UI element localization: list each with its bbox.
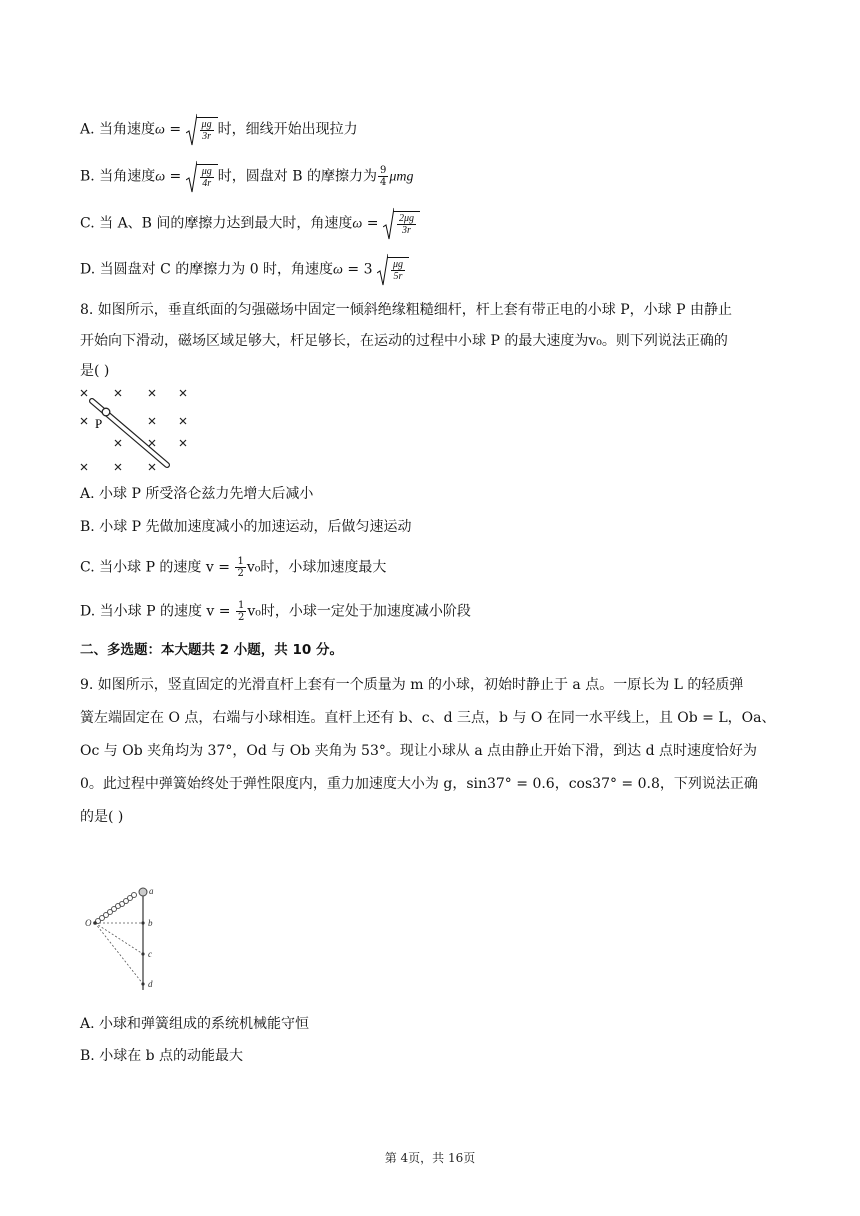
radical-sign <box>186 160 197 194</box>
page-footer: 第 4页，共 16页 <box>384 1151 476 1165</box>
point-d <box>141 982 144 985</box>
q7-option-b: B. 当角速度ω = $\frac{\mu g}{4r}$ 时，圆盘对 B 的摩擦力为 $\frac{9}{4}$ μmg <box>80 164 413 189</box>
q9-spring-rod-figure <box>82 880 162 992</box>
omega-symbol: ω <box>155 169 166 185</box>
q9-option-b: B. 小球在 b 点的动能最大 <box>80 1048 244 1064</box>
q7-d-coef: 3 <box>363 261 373 278</box>
frac-num: μg <box>392 259 403 270</box>
ball <box>139 888 147 896</box>
q7-b-mid: 时，圆盘对 B 的摩擦力为 <box>217 168 377 185</box>
radical-sign <box>377 253 388 287</box>
q7-d-text: D. 当圆盘对 C 的摩擦力为 0 时，角速度 <box>80 261 334 278</box>
label-p: P <box>95 416 103 431</box>
q7-b-sqrt <box>186 164 218 189</box>
omega-symbol: ω <box>352 216 363 232</box>
q8-d-post: v₀时，小球一定处于加速度减小阶段 <box>247 603 471 620</box>
q7-a-sqrt <box>186 117 218 142</box>
frac-den: 4r <box>202 178 212 189</box>
q8-d-text: D. 当小球 P 的速度 v = <box>80 603 231 620</box>
q9-stem-line3: Oc 与 Ob 夹角均为 37°，Od 与 Ob 夹角为 53°。现让小球从 a 点由静止开始下滑，到达 d 点时速度恰好为 <box>80 743 757 759</box>
frac-num: μg <box>201 119 212 130</box>
q8-magnetic-field-figure <box>74 385 194 477</box>
q9-stem-line2: 簧左端固定在 O 点，右端与小球相连。直杆上还有 b、c、d 三点，b 与 O 在同一水平线上，且 Ob = L，Oa、 <box>80 710 776 726</box>
frac-num: 2μg <box>398 213 414 224</box>
frac-num: 9 <box>379 165 387 176</box>
q7-c-text: C. 当 A、B 间的摩擦力达到最大时，角速度 <box>80 215 353 232</box>
q7-option-d: D. 当圆盘对 C 的摩擦力为 0 时，角速度ω = 3 $\frac{\mu g}{5r}$ <box>80 257 409 282</box>
q7-option-c: C. 当 A、B 间的摩擦力达到最大时，角速度ω = $\frac{2\mu g}{3r}$ <box>80 211 420 236</box>
q8-c-text: C. 当小球 P 的速度 v = <box>80 559 230 576</box>
frac-num: 1 <box>237 600 245 611</box>
q9-option-a: A. 小球和弹簧组成的系统机械能守恒 <box>80 1016 310 1032</box>
label-d: d <box>148 979 153 989</box>
frac-den: 3r <box>402 225 411 236</box>
frac-den: 4 <box>379 177 387 188</box>
label-a: a <box>149 886 154 896</box>
point-c <box>141 952 144 955</box>
omega-symbol: ω <box>155 122 165 138</box>
q9-stem-line1: 9. 如图所示，竖直固定的光滑直杆上套有一个质量为 m 的小球，初始时静止于 a 点。一原长为 L 的轻质弹 <box>80 677 744 693</box>
point-b <box>141 921 144 924</box>
q7-c-sqrt <box>383 211 420 236</box>
q8-stem-line1: 8. 如图所示，垂直纸面的匀强磁场中固定一倾斜绝缘粗糙细杆，杆上套有带正电的小球 P，小球 P 由静止 <box>80 302 732 318</box>
radical-sign <box>383 207 394 241</box>
q9-stem-line5: 的是( ) <box>80 809 124 825</box>
frac-den: 2 <box>237 612 245 623</box>
q7-b-text: B. 当角速度 <box>80 168 156 185</box>
q7-a-post: 时，细线开始出现拉力 <box>217 121 358 138</box>
omega-symbol: ω <box>333 262 343 278</box>
q8-c-frac <box>235 556 245 579</box>
q8-c-post: v₀时，小球加速度最大 <box>246 559 387 576</box>
label-b: b <box>148 918 153 928</box>
radical-sign <box>186 113 197 147</box>
frac-num: μg <box>201 166 212 177</box>
q8-option-c <box>80 556 386 579</box>
q8-stem-line3: 是( ) <box>80 363 110 379</box>
spring <box>96 893 137 924</box>
q7-a-text: A. 当角速度 <box>80 121 156 138</box>
q7-b-post: μmg <box>389 169 414 185</box>
frac-den: 3r <box>202 131 212 142</box>
q8-option-d <box>80 600 471 623</box>
q7-option-a: A. 当角速度ω = $\frac{\mu g}{3r}$ 时，细线开始出现拉力 <box>80 117 358 142</box>
frac-num: 1 <box>237 556 244 567</box>
q8-d-frac <box>236 600 246 623</box>
frac-den: 5r <box>393 271 403 282</box>
label-c: c <box>148 949 152 959</box>
point-o <box>93 921 97 925</box>
q7-b-frac <box>378 165 388 188</box>
frac-den: 2 <box>237 568 244 579</box>
section-heading-multiple-choice: 二、多选题：本大题共 2 小题，共 10 分。 <box>80 642 343 658</box>
ball-p <box>102 408 110 416</box>
q8-option-a: A. 小球 P 所受洛仑兹力先增大后减小 <box>80 486 314 502</box>
q8-stem-line2: 开始向下滑动，磁场区域足够大，杆足够长，在运动的过程中小球 P 的最大速度为v₀。则下列说法正确的 <box>80 333 728 349</box>
dashed-lines <box>95 923 143 984</box>
q7-d-sqrt <box>377 257 409 282</box>
label-o: O <box>85 918 92 928</box>
q8-option-b: B. 小球 P 先做加速度减小的加速运动，后做匀速运动 <box>80 519 412 535</box>
q9-stem-line4: 0。此过程中弹簧始终处于弹性限度内，重力加速度大小为 g，sin37° = 0.6，cos37° = 0.8，下列说法正确 <box>80 776 758 792</box>
